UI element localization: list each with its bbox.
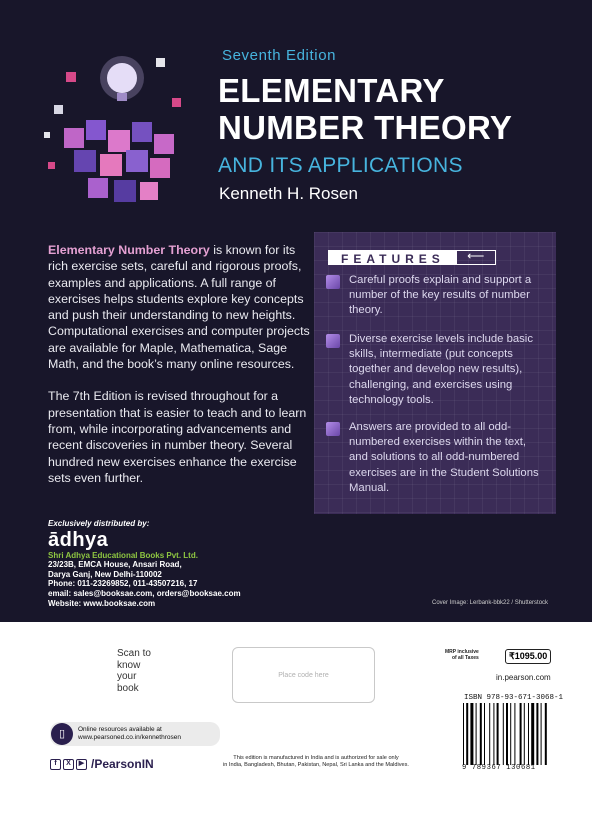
barcode-bar bbox=[470, 703, 473, 765]
description-para1-text: is known for its rich exercise sets, careful and rigorous proofs, examples and applications. A full range of exercises helps students explore key concepts and push their understanding to new heights. Computational exercises and computer projects are available for Maple, Mathematica, Sage Math, and the book’s many online resources. bbox=[48, 243, 310, 372]
qr-code-placeholder: Place code here bbox=[232, 647, 375, 703]
barcode-bar bbox=[541, 703, 542, 765]
arrow-left-icon: ⟵ bbox=[456, 250, 496, 265]
isometric-cubes-illustration bbox=[44, 50, 194, 220]
barcode-bar bbox=[466, 703, 468, 765]
feature-item bbox=[326, 332, 548, 408]
scan-prompt bbox=[117, 648, 151, 694]
barcode-bar bbox=[545, 703, 547, 765]
online-url[interactable]: www.pearsoned.co.in/kennethrosen bbox=[78, 734, 181, 741]
isbn-text: ISBN 978-93-671-3068-1 bbox=[464, 694, 564, 702]
rights-line: This edition is manufactured in India and is authorized for sale only bbox=[233, 755, 399, 761]
scan-line: Scan to bbox=[117, 648, 151, 659]
online-resources-text bbox=[78, 726, 181, 742]
distributor-address-1: 23/23B, EMCA House, Ansari Road, bbox=[48, 560, 182, 570]
barcode-bar bbox=[524, 703, 525, 765]
scan-line: your bbox=[117, 671, 137, 682]
feature-item bbox=[326, 273, 548, 319]
book-description bbox=[48, 242, 310, 502]
feature-item bbox=[326, 420, 548, 496]
features-heading: FEATURES bbox=[328, 250, 456, 265]
mobile-device-icon: ▯ bbox=[51, 723, 73, 745]
cube-icon bbox=[326, 334, 340, 348]
barcode-bar bbox=[520, 703, 522, 765]
mrp-line: MRP inclusive bbox=[445, 649, 479, 655]
x-icon[interactable]: X bbox=[63, 759, 74, 770]
facebook-icon[interactable]: f bbox=[50, 759, 61, 770]
publisher-website[interactable]: in.pearson.com bbox=[496, 673, 551, 682]
book-subtitle: AND ITS APPLICATIONS bbox=[218, 154, 463, 177]
rights-line: in India, Bangladesh, Bhutan, Pakistan, Nepal, Sri Lanka and the Maldives. bbox=[223, 762, 409, 769]
distributor-label: Exclusively distributed by: bbox=[48, 519, 150, 528]
barcode-bar bbox=[489, 703, 490, 765]
sales-territory-notice bbox=[204, 755, 428, 770]
barcode-bar bbox=[536, 703, 538, 765]
distributor-block bbox=[48, 519, 241, 608]
distributor-logo: ādhya bbox=[48, 528, 109, 551]
barcode-bar bbox=[506, 703, 508, 765]
online-line: Online resources available at bbox=[78, 726, 162, 733]
barcode-bar bbox=[503, 703, 504, 765]
book-title bbox=[218, 72, 512, 146]
barcode-bar bbox=[493, 703, 494, 765]
mrp-label bbox=[445, 649, 479, 661]
social-handle: /PearsonIN bbox=[91, 757, 154, 771]
barcode-bar bbox=[514, 703, 515, 765]
barcode-bar bbox=[528, 703, 529, 765]
scan-line: book bbox=[117, 682, 139, 694]
barcode-number: 9 789367 130681 bbox=[462, 764, 536, 772]
distributor-address-2: Darya Ganj, New Delhi-110002 bbox=[48, 569, 162, 579]
title-line-2: NUMBER THEORY bbox=[218, 109, 513, 146]
barcode-bar bbox=[476, 703, 477, 765]
features-panel bbox=[314, 232, 556, 514]
feature-text: Answers are provided to all odd-numbered exercises within the text, and solutions to all odd-numbered exercises are in the Student Solutions Manual. bbox=[349, 421, 539, 494]
social-links bbox=[50, 757, 154, 771]
edition-label: Seventh Edition bbox=[222, 47, 337, 64]
distributor-email: email: sales@booksae.com, orders@booksae.com bbox=[48, 588, 241, 598]
barcode-image bbox=[462, 703, 556, 765]
youtube-icon[interactable]: ▶ bbox=[76, 759, 87, 770]
cube-icon bbox=[326, 275, 340, 289]
mrp-line: of all Taxes bbox=[451, 655, 479, 661]
description-highlight: Elementary Number Theory bbox=[48, 243, 210, 257]
title-line-1: ELEMENTARY bbox=[218, 72, 445, 109]
scan-line: know bbox=[117, 659, 141, 671]
feature-text: Diverse exercise levels include basic skills, intermediate (put concepts together and develop new results), challenging, and exercises using technology tools. bbox=[349, 333, 533, 406]
barcode-bar bbox=[510, 703, 511, 765]
distributor-phone: Phone: 011-23269852, 011-43507216, 17 bbox=[48, 579, 198, 589]
barcode-bar bbox=[484, 703, 485, 765]
distributor-website: Website: www.booksae.com bbox=[48, 598, 156, 608]
cover-image-credit: Cover Image: Lerbank-bbk22 / Shutterstock bbox=[432, 600, 549, 606]
barcode-bar bbox=[531, 703, 534, 765]
cube-icon bbox=[326, 422, 340, 436]
description-paragraph-2: The 7th Edition is revised throughout for a presentation that is easier to teach and to learn from, while incorporating advancements and recent discoveries in number theory. Several hundred new exercises enhance the exercise sets even further. bbox=[48, 389, 307, 485]
price-tag: ₹1095.00 bbox=[505, 649, 551, 664]
distributor-name: Shri Adhya Educational Books Pvt. Ltd. bbox=[48, 550, 198, 560]
description-paragraph-1 bbox=[48, 242, 310, 372]
barcode-bar bbox=[497, 703, 499, 765]
barcode-bar bbox=[463, 703, 464, 765]
feature-text: Careful proofs explain and support a number of the key results of number theory. bbox=[349, 274, 532, 317]
barcode-bar bbox=[480, 703, 482, 765]
online-resources-box[interactable] bbox=[50, 722, 220, 746]
author-name: Kenneth H. Rosen bbox=[219, 184, 358, 203]
features-header bbox=[328, 250, 496, 265]
